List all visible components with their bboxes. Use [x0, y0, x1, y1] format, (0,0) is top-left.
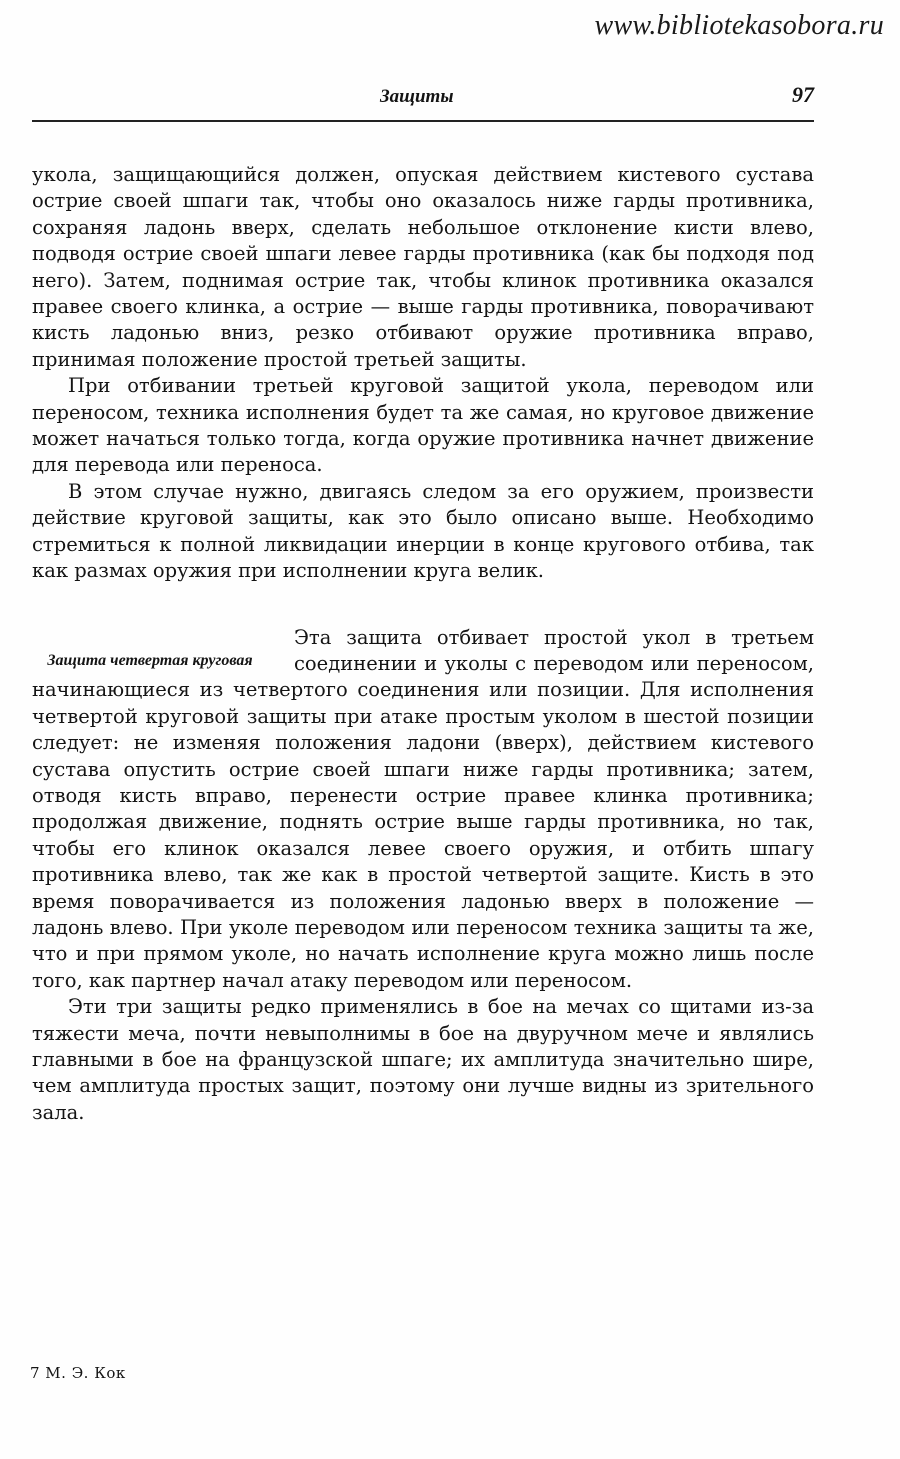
closing-paragraph: Эти три защиты редко применялись в бое на мечах со щитами из-за тяжести меча, почти невыполнимы в бое на двуручном мече и являлись главными в бое на французской шпаге; их амплитуда значительно шире, чем амплитуда простых защит, поэтому они лучше видны из зрительного зала.	[32, 995, 814, 1124]
paragraph: При отбивании третьей круговой защитой укола, переводом или переносом, техника исполнения будет та же самая, но круговое движение может начаться только тогда, когда оружие противника начнет движение для перевода или переноса.	[32, 374, 814, 477]
section-paragraph: Эта защита отбивает простой укол в третьем соединении и уколы с переводом или переносом, начинающиеся из четвертого соединения или позиции. Для исполнения четвертой круговой защиты при атаке простым уколом в шестой позиции следует: не изменяя положения ладони (вверх), действием кистевого сустава опустить острие своей шпаги ниже гарды противника; затем, отводя кисть вправо, перенести острие правее клинка противника; продолжая движение, поднять острие выше гарды противника, но так, чтобы его клинок оказался левее своего оружия, и отбить шпагу противника влево, так же как в простой четвертой защите. Кисть в это время поворачивается из положения ладонью вверх в положение — ладонь влево. При уколе переводом или переносом техника защиты та же, что и при прямом уколе, но начать исполнение круга можно лишь после того, как партнер начал атаку переводом или переносом.	[32, 625, 814, 992]
paragraph: В этом случае нужно, двигаясь следом за его оружием, произвести действие круговой защиты, как это было описано выше. Необходимо стремиться к полной ликвидации инерции в конце кругового отбива, так как размах оружия при исполнении круга велик.	[32, 479, 814, 583]
website-watermark: www.bibliotekasobora.ru	[594, 10, 884, 41]
section-fourth-circular-parry	[32, 625, 814, 995]
footer-signature: 7 М. Э. Кок	[30, 1364, 126, 1382]
page-number: 97	[792, 82, 814, 107]
paragraph-continuation: укола, защищающийся должен, опуская действием кистевого сустава острие своей шпаги так, чтобы оно оказалось ниже гарды противника, сохраняя ладонь вверх, сделать небольшое отклонение кисти влево, подводя острие своей шпаги левее гарды противника (как бы подходя под него). Затем, поднимая острие так, чтобы клинок противника оказался правее своего клинка, а острие — выше гарды противника, поворачивают кисть ладонью вниз, резко отбивают оружие противника вправо, принимая положение простой третьей защиты.	[32, 163, 814, 371]
running-header	[32, 80, 814, 122]
side-heading: Защита четвертая круговая	[47, 651, 253, 669]
book-page	[32, 80, 814, 1126]
running-title: Защиты	[380, 86, 454, 107]
body-text	[32, 162, 814, 1126]
